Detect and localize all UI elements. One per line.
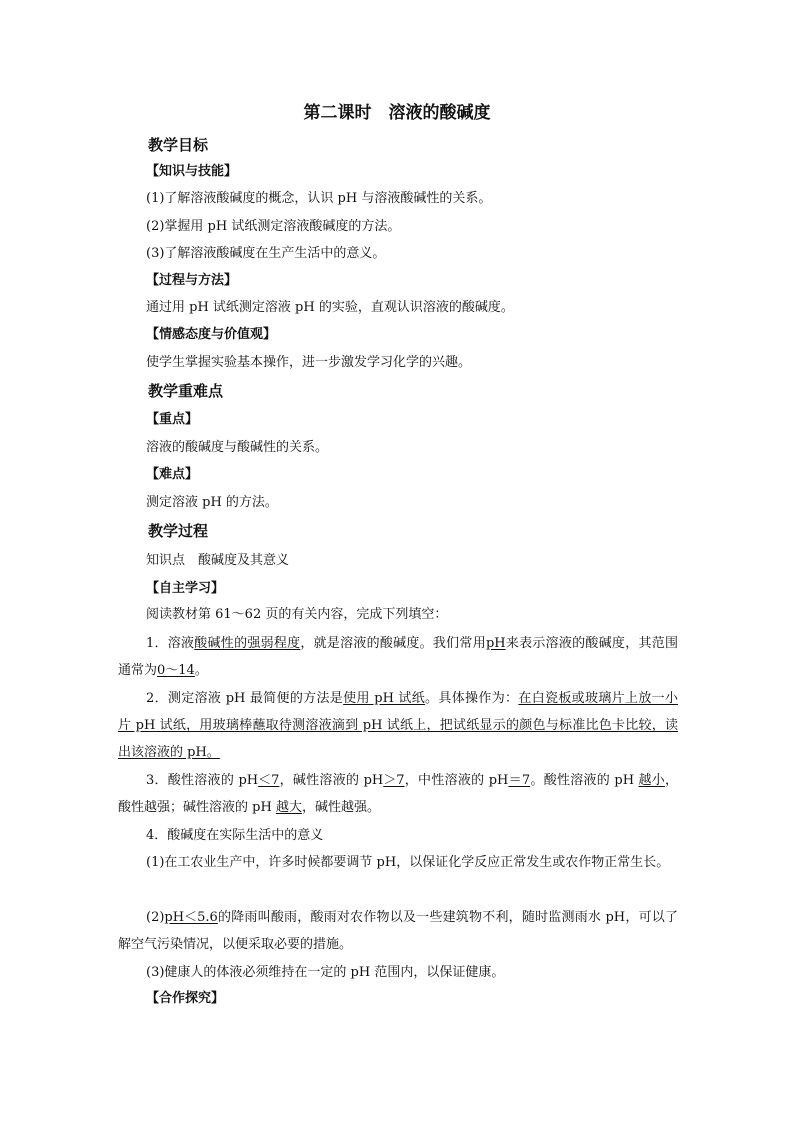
reading-instruction: 阅读教材第 61～62 页的有关内容，完成下列填空： [146,607,448,622]
item-1-blank-1: 酸碱性的强弱程度 [194,636,301,651]
focus-text: 溶液的酸碱度与酸碱性的关系。 [146,440,329,455]
significance-2-text-b: 的降雨叫酸雨，酸雨对农作物以及一些建筑物不利，随时监测雨水 pH，可以了解空气污染情况，以便采取必要的措施。 [118,910,678,952]
goal-item-1: (1)了解溶液酸碱度的概念，认识 pH 与溶液酸碱性的关系。 [146,191,492,206]
item-2 [118,685,678,766]
item-3-text-d: 。酸性溶液的 pH [530,773,639,788]
label-cooperate: 【合作探究】 [146,991,225,1006]
item-3-text-a: 3．酸性溶液的 pH [146,773,259,788]
heading-process: 教学过程 [148,522,209,540]
item-1-blank-3: 0～14 [157,663,195,678]
page-title: 第二课时 溶液的酸碱度 [303,103,491,123]
item-3-blank-2: ＞7 [383,773,405,788]
item-3-text-f: ，碱性越强。 [301,800,380,815]
heading-key-points: 教学重难点 [148,382,224,400]
item-3 [118,767,678,821]
item-3-blank-5: 越大 [275,800,302,815]
item-2-blank-1: 使用 pH 试纸 [343,691,426,706]
item-3-blank-3: ＝7 [508,773,531,788]
difficulty-text: 测定溶液 pH 的方法。 [146,495,278,510]
item-3-blank-4: 越小 [638,773,665,788]
label-knowledge: 【知识与技能】 [146,164,238,179]
significance-2 [118,904,678,958]
goal-item-3: (3)了解溶液酸碱度在生产生活中的意义。 [146,246,386,261]
item-1 [118,630,678,684]
knowledge-point: 知识点 酸碱度及其意义 [146,553,290,568]
item-1-text-c: 来表示溶液的酸碱度，其范围通常为 [118,636,678,678]
item-1-text-d: 。 [194,663,208,678]
item-1-text-a: 1．溶液 [146,636,195,651]
item-1-blank-2: pH [485,636,506,651]
label-difficulty: 【难点】 [146,467,199,482]
label-process: 【过程与方法】 [146,273,238,288]
significance-3: (3)健康人的体液必须维持在一定的 pH 范围内，以保证健康。 [146,965,505,980]
item-4: 4．酸碱度在实际生活中的意义 [146,828,324,843]
label-emotion: 【情感态度与价值观】 [146,327,277,342]
significance-2-text-a: (2) [146,910,165,925]
item-1-text-b: ，就是溶液的酸碱度。我们常用 [300,636,486,651]
item-3-text-e: ，酸性越强；碱性溶液的 pH [118,773,678,815]
significance-2-blank-1: pH＜5.6 [164,910,218,925]
label-self-study: 【自主学习】 [146,581,225,596]
item-2-text-b: 。具体操作为： [425,691,519,706]
heading-goals: 教学目标 [148,136,209,154]
item-3-blank-1: ＜7 [258,773,280,788]
significance-1: (1)在工农业生产中，许多时候都要调节 pH，以保证化学反应正常发生或农作物正常生长。 [146,855,670,870]
item-2-text-a: 2．测定溶液 pH 最简便的方法是 [146,691,344,706]
item-2-blank-2: 在白瓷板或玻璃片上放一小片 pH 试纸，用玻璃棒蘸取待测溶液滴到 pH 试纸上，把试纸显示的颜色与标准比色卡比较，读出该溶液的 pH。 [118,691,678,760]
process-text: 通过用 pH 试纸测定溶液 pH 的实验，直观认识溶液的酸碱度。 [146,300,514,315]
label-focus: 【重点】 [146,412,199,427]
goal-item-2: (2)掌握用 pH 试纸测定溶液酸碱度的方法。 [146,219,401,234]
emotion-text: 使学生掌握实验基本操作，进一步激发学习化学的兴趣。 [146,355,472,370]
item-3-text-b: ，碱性溶液的 pH [279,773,384,788]
item-3-text-c: ，中性溶液的 pH [404,773,509,788]
